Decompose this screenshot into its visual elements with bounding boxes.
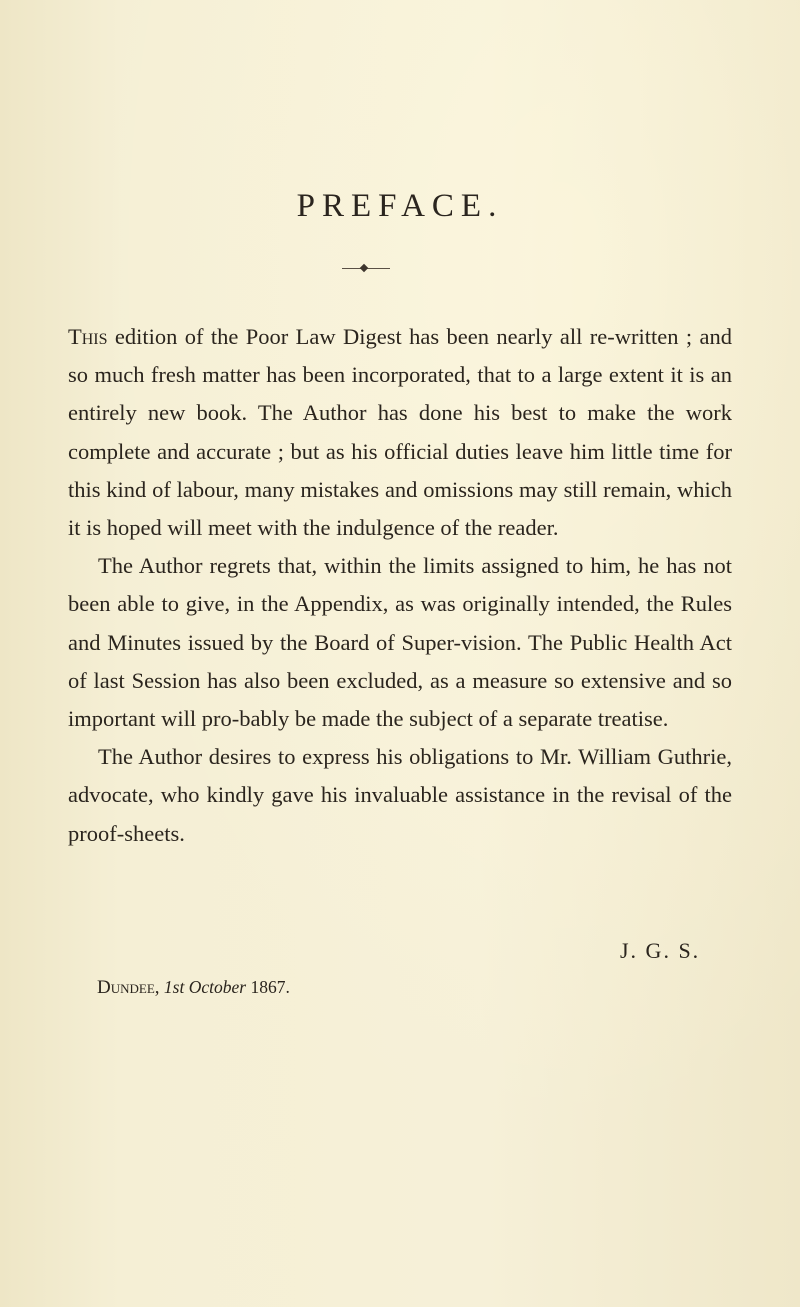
diamond-ornament-icon xyxy=(360,264,368,272)
page-title: PREFACE. xyxy=(296,188,504,224)
paragraph-1-text: edition of the Poor Law Digest has been nearly all re-written ; and so much fresh matter has been incorporated, that to a large extent it is an entirely new book. The Author has done his best to make the work complete and accurate ; but as his official duties leave him little time for this kind of labour, many mistakes and omissions may still remain, which it is hoped will meet with the indulgence of the reader. xyxy=(68,324,732,541)
paragraph-1 xyxy=(68,318,732,547)
author-initials: J. G. S. xyxy=(620,938,701,963)
dateline xyxy=(97,977,290,999)
dateline-place: Dundee, xyxy=(97,977,160,998)
dateline-year: 1867. xyxy=(250,977,290,997)
paragraph-3: The Author desires to express his obligations to Mr. William Guthrie, advocate, who kindly gave his invaluable assistance in the revisal of the proof-sheets. xyxy=(68,744,732,846)
paragraph-2: The Author regrets that, within the limits assigned to him, he has not been able to give, in the Appendix, as was originally intended, the Rules and Minutes issued by the Board of Super-vision. The Public Health Act of last Session has also been excluded, as a measure so extensive and so important will pro-bably be made the subject of a separate treatise. xyxy=(68,553,732,732)
dateline-date: 1st October xyxy=(163,977,247,997)
paragraph-1-lead: This xyxy=(68,324,108,349)
preface-body xyxy=(68,318,732,853)
